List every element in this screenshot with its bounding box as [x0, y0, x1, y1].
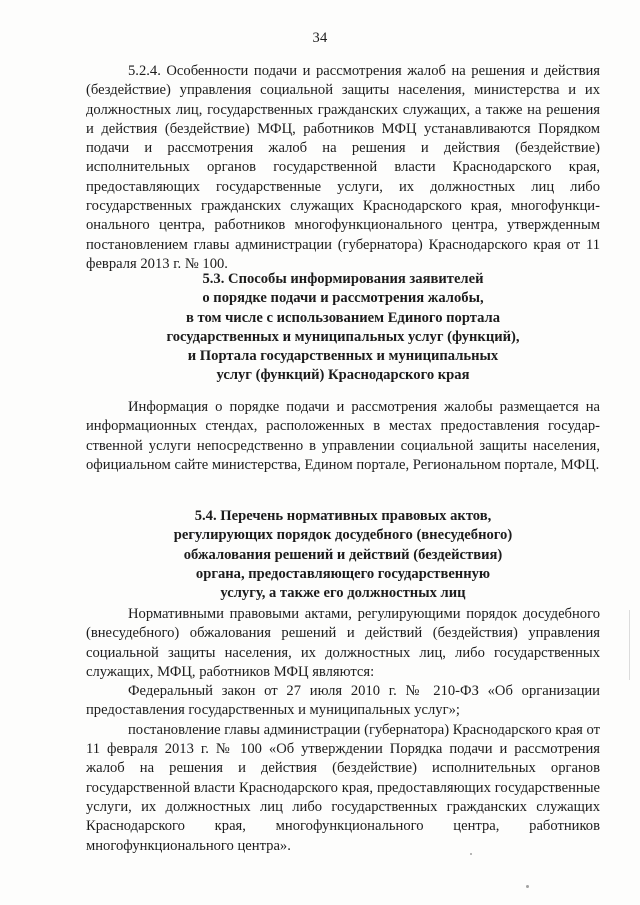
heading-line: услугу, а также его должностных лиц: [220, 585, 466, 602]
heading-line: регулирующих порядок досудебного (внесудебного): [173, 527, 513, 544]
heading-line: в том числе с использованием Единого портала: [185, 309, 501, 326]
heading-line: обжалования решений и действий (бездействия): [183, 546, 503, 563]
heading-line: о порядке подачи и рассмотрения жалобы,: [202, 290, 484, 307]
scan-edge-artifact: [629, 610, 630, 680]
section-5-4-paragraph-law: Федеральный закон от 27 июля 2010 г. № 210-ФЗ «Об организации предоставления государственных и муниципальных услуг»;: [86, 683, 600, 719]
section-5-2-4-paragraph: 5.2.4. Особенности подачи и рассмотрения жалоб на решения и действия (бездействие) управления социальной защиты населения, министерства и их должностных лиц, государственных гражданских служащих, а также на решения и действия (бездействие) МФЦ, работников МФЦ устанавливаются Порядком подачи и рассмотрения жалоб на решения и действия (бездействие) исполнительных органов государственной власти Краснодарского края, предоставляющих государственные услуги, их должностных лиц либо государственных гражданских служащих Краснодарского края, многофункционального центра, работников многофункционального центра, утвержденным постановлением главы администрации (губернатора) Краснодарского края от 11 февраля 2013 г. № 100.: [86, 63, 600, 272]
section-5-4-body: [86, 605, 600, 856]
scan-artifact: [526, 885, 529, 888]
section-5-3-paragraph: Информация о порядке подачи и рассмотрения жалобы размещается на информационных стендах, расположенных в местах предоставления государственной услуги непосредственно в управлении социальной защиты населения, официальном сайте министерства, Едином портале, Региональном портале, МФЦ.: [86, 399, 600, 473]
section-5-3-heading: [86, 270, 600, 386]
section-5-4-paragraph-intro: Нормативными правовыми актами, регулирующими порядок досудебного (внесудебного) обжалования решений и действий (бездействия) управления социальной защиты населения, их должностных лиц, либо государственных служащих, МФЦ, работников МФЦ являются:: [86, 606, 600, 680]
section-5-4-heading: [86, 507, 600, 603]
section-5-3-body: [86, 398, 600, 475]
heading-line: и Портала государственных и муниципальных: [187, 348, 499, 365]
heading-line: органа, предоставляющего государственную: [195, 565, 491, 582]
scan-artifact: [470, 853, 472, 855]
section-5-2-4: [86, 62, 600, 274]
heading-line: государственных и муниципальных услуг (функций),: [166, 328, 520, 345]
page-number: 34: [312, 30, 328, 46]
heading-line: 5.3. Способы информирования заявителей: [202, 271, 484, 287]
heading-line: 5.4. Перечень нормативных правовых актов,: [194, 508, 492, 524]
section-5-4-paragraph-decree: постановление главы администрации (губернатора) Краснодарского края от 11 февраля 2013 г. № 100 «Об утверждении Порядка подачи и рассмотрения жалоб на решения и действия (бездействие) исполнительных органов государственной власти Краснодарского края, предоставляющих государственные услуги, их должностных лиц либо государственных гражданских служащих Краснодарского края, многофункционального центра, работников многофункционального центра».: [86, 721, 600, 854]
heading-line: услуг (функций) Краснодарского края: [216, 367, 470, 384]
